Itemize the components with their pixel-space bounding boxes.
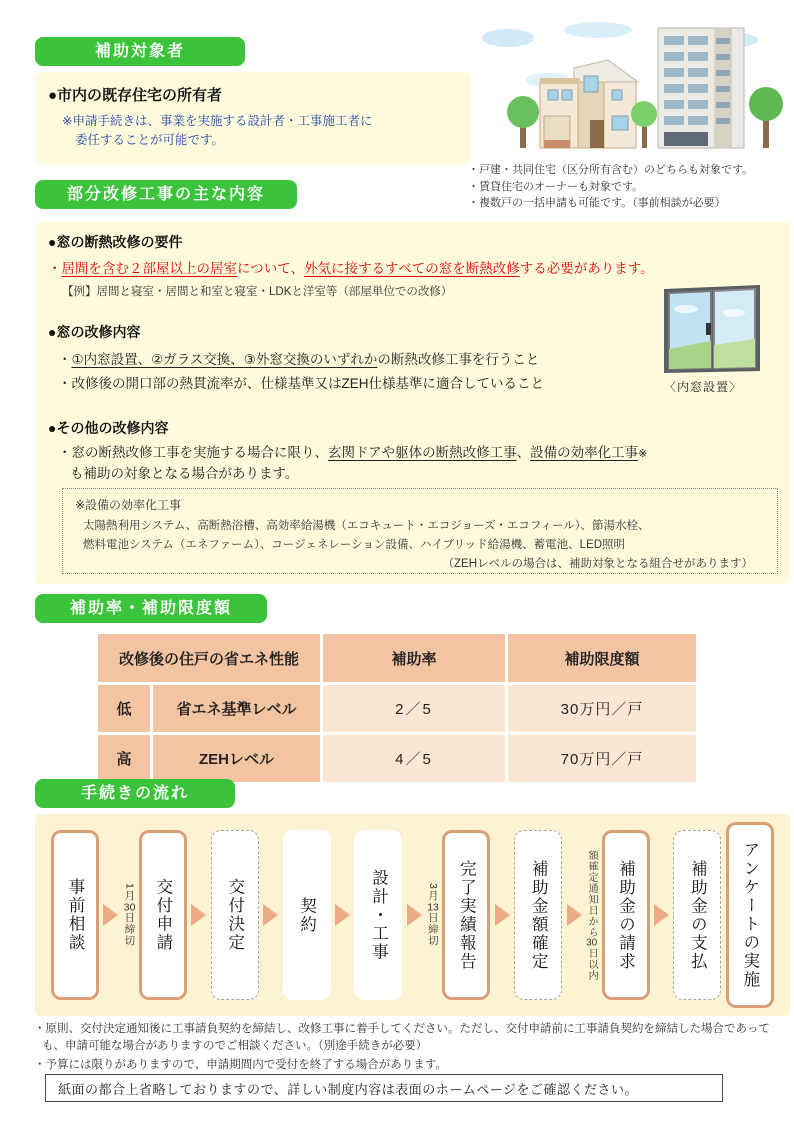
- step-label: 交付決定: [225, 878, 244, 952]
- step-label: 設計・工事: [369, 868, 388, 962]
- level-cell: 省エネ基準レベル: [153, 685, 320, 732]
- footer-note-1: ・原則、交付決定通知後に工事請負契約を締結し、改修工事に着手してください。ただし、交付申請前に工事請負契約を締結した場合であっても、申請可能な場合がありますのでご相談ください。（別途手続きが必要）: [34, 1023, 770, 1053]
- deadline-number: 13: [427, 901, 439, 913]
- flow-step-grant-application: [139, 830, 187, 1000]
- arrow-right-icon: [407, 904, 422, 926]
- step-label: 契約: [297, 896, 316, 934]
- req-underline-2: 外気に接するすべての窓を断熱改修: [303, 261, 520, 276]
- rate-cell: 4／5: [323, 735, 505, 782]
- limit-cell: 70万円／戸: [508, 735, 696, 782]
- deadline-part: 3月: [426, 883, 439, 902]
- deadline-part: 日締切: [123, 912, 136, 947]
- arrow-right-icon: [335, 904, 350, 926]
- efficiency-line1: 太陽熱利用システム、高断熱浴槽、高効率給湯機（エコキュート・エコジョーズ・エコフィール）、節湯水栓、: [83, 520, 650, 532]
- final-notice-box: 紙面の都合上省略しておりますので、詳しい制度内容は表面のホームページをご確認ください。: [45, 1074, 723, 1102]
- flow-step-subsidy-claim: [602, 830, 650, 1000]
- window-requirement-heading: ●窓の断熱改修の要件: [48, 234, 183, 250]
- limit-cell: 30万円／戸: [508, 685, 696, 732]
- subsidy-table: [95, 631, 699, 785]
- flow-step-amount-confirmation: [514, 830, 562, 1000]
- deadline-part: 1月: [123, 883, 136, 902]
- section-header-renovation-content: 部分改修工事の主な内容: [35, 180, 297, 209]
- deadline-label-30days: [586, 850, 597, 981]
- flow-step-grant-decision: [211, 830, 259, 1000]
- step-label: 完了実績報告: [457, 859, 476, 971]
- level-cell: ZEHレベル: [153, 735, 320, 782]
- owner-note-line1: ※申請手続きは、事業を実施する設計者・工事施工者に: [62, 114, 373, 128]
- flow-step-prior-consultation: [51, 830, 99, 1000]
- flow-step-completion-report: [442, 830, 490, 1000]
- apartment-illustration: [658, 28, 744, 148]
- rate-cell: 2／5: [323, 685, 505, 732]
- other-comma: 、: [516, 445, 531, 460]
- other-underline-1: 玄関ドアや躯体の断熱改修工事: [328, 445, 517, 460]
- step-label: アンケートの実施: [740, 841, 759, 989]
- housing-illustration: [478, 20, 790, 160]
- owner-note: [62, 112, 372, 151]
- window-illustration: [656, 283, 768, 375]
- col-header-performance: 改修後の住戸の省エネ性能: [98, 634, 320, 682]
- grade-cell: 低: [98, 685, 150, 732]
- window-content-heading: ●窓の改修内容: [48, 324, 141, 340]
- section-header-subsidy-rate: 補助率・補助限度額: [35, 594, 267, 623]
- bullet-mark: ・: [48, 261, 62, 276]
- col-header-rate: 補助率: [323, 634, 505, 682]
- flow-step-design-construction: [354, 830, 402, 1000]
- step-label: 事前相談: [66, 878, 84, 952]
- other-content-line2: も補助の対象となる場合があります。: [70, 466, 299, 481]
- grade-cell: 高: [98, 735, 150, 782]
- efficiency-line3: （ZEHレベルの場合は、補助対象となる組合せがあります）: [442, 557, 753, 570]
- requirement-example: 【例】居間と寝室・居間と和室と寝室・LDKと洋室等（部屋単位での改修）: [62, 286, 453, 298]
- window-content-bullet-1: [58, 348, 539, 368]
- owner-note-line2: 委任することが可能です。: [75, 133, 225, 148]
- table-row: [98, 735, 696, 782]
- window-content-bullet-2: ・改修後の開口部の熱貫流率が、仕様基準又はZEH仕様基準に適合していること: [58, 376, 544, 391]
- step-label: 交付申請: [153, 878, 172, 952]
- arrow-right-icon: [103, 904, 118, 926]
- bullet-mark: ・: [58, 352, 72, 367]
- target-bullet-list: [468, 162, 753, 212]
- arrow-right-icon: [263, 904, 278, 926]
- flow-step-contract: [283, 830, 331, 1000]
- procedure-flow: [35, 814, 790, 1016]
- footer-note-2: ・予算には限りがありますので、申請期間内で受付を終了する場合があります。: [34, 1059, 447, 1071]
- efficiency-title: ※設備の効率化工事: [75, 498, 182, 512]
- arrow-right-icon: [495, 904, 510, 926]
- step-label: 補助金の支払: [688, 859, 707, 971]
- other-content-bullet: [58, 441, 647, 461]
- section-header-subsidy-target: 補助対象者: [35, 37, 245, 66]
- efficiency-line2: 燃料電池システム（エネファーム）、コージェネレーション設備、ハイブリッド給湯機、蓄電池、LED照明: [83, 538, 626, 551]
- window-requirement-bullet: [48, 257, 654, 277]
- owner-heading: ●市内の既存住宅の所有者: [48, 87, 223, 104]
- req-mid: について、: [237, 261, 304, 276]
- target-bullet-1: ・戸建・共同住宅（区分所有含む）のどちらも対象です。: [468, 164, 754, 176]
- table-row: [98, 685, 696, 732]
- deadline-part: 日締切: [426, 912, 439, 947]
- bullet-mark: ・: [58, 445, 72, 460]
- arrow-right-icon: [191, 904, 206, 926]
- target-bullet-3: ・複数戸の一括申請も可能です。（事前相談が必要）: [468, 197, 726, 209]
- req-tail: する必要があります。: [519, 261, 654, 276]
- deadline-number: 30: [123, 901, 136, 913]
- win-rest: の断熱改修工事を行うこと: [377, 352, 540, 367]
- table-header-row: [98, 634, 696, 682]
- efficiency-works-box: [62, 488, 778, 574]
- house-illustration: [540, 60, 638, 148]
- other-underline-2: 設備の効率化工事: [530, 445, 639, 460]
- flow-step-questionnaire: [726, 822, 774, 1008]
- col-header-limit: 補助限度額: [508, 634, 696, 682]
- win-underline: ①内窓設置、②ガラス交換、③外窓交換のいずれか: [71, 352, 378, 367]
- deadline-part: 日以内: [586, 947, 598, 981]
- window-caption: 〈内窓設置〉: [664, 380, 743, 394]
- deadline-label-jan30: [123, 883, 135, 946]
- arrow-right-icon: [654, 904, 669, 926]
- other-pre: 窓の断熱改修工事を実施する場合に限り、: [71, 445, 328, 460]
- req-underline-1: 居間を含む２部屋以上の居室: [61, 261, 237, 276]
- deadline-number: 30: [586, 937, 598, 948]
- deadline-label-mar13: [426, 883, 438, 946]
- deadline-part: 額確定通知日から: [586, 849, 598, 938]
- flow-step-subsidy-payment: [673, 830, 721, 1000]
- step-label: 補助金額確定: [529, 859, 548, 971]
- step-label: 補助金の請求: [616, 859, 635, 971]
- target-bullet-2: ・賃貸住宅のオーナーも対象です。: [468, 180, 644, 193]
- arrow-right-icon: [567, 904, 582, 926]
- other-asterisk: ※: [638, 448, 648, 460]
- other-content-heading: ●その他の改修内容: [48, 420, 169, 436]
- section-header-procedure-flow: 手続きの流れ: [35, 779, 235, 808]
